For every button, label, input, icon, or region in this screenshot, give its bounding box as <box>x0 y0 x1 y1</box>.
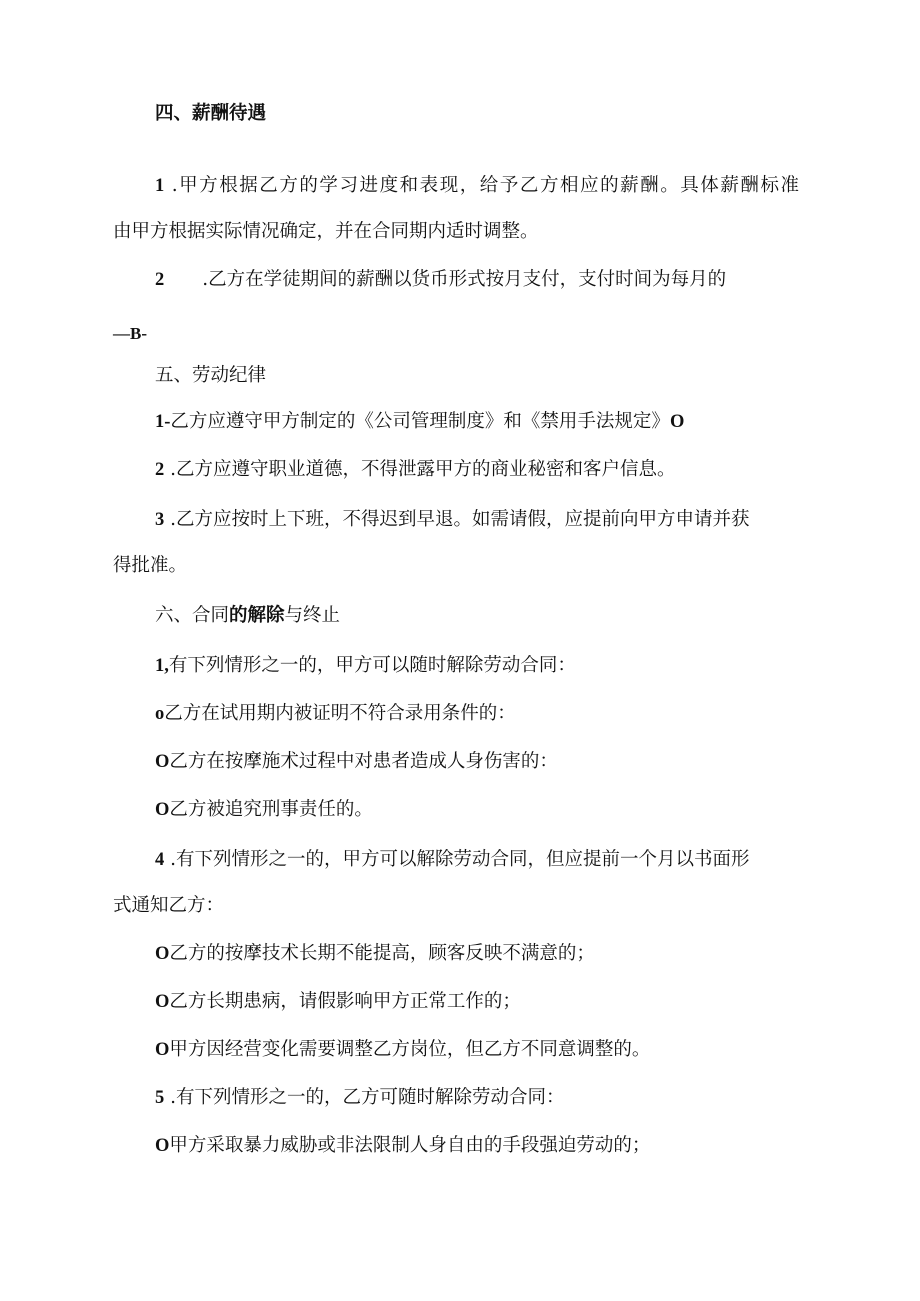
clause-end-mark: O <box>669 412 685 432</box>
clause-text: .有下列情形之一的，乙方可随时解除劳动合同： <box>170 1087 565 1108</box>
clause-number: 4 <box>155 850 165 870</box>
list-item-text: 乙方在试用期内被证明不符合录用条件的： <box>164 703 516 724</box>
paragraph-salary-2-tail: —B- <box>113 324 147 343</box>
clause-text: .有下列情形之一的，甲方可以解除劳动合同，但应提前一个月以书面形 <box>170 849 750 870</box>
list-item-text: 甲方因经营变化需要调整乙方岗位，但乙方不同意调整的。 <box>169 1039 651 1060</box>
clause-number: 1 <box>155 176 165 196</box>
list-item <box>155 750 558 774</box>
termination-clause-4-line1 <box>155 848 799 872</box>
section-heading-termination <box>155 604 340 628</box>
clause-number: 3 <box>155 510 165 530</box>
clause-text: 乙方应遵守甲方制定的《公司管理制度》和《禁用手法规定》 <box>170 411 670 432</box>
discipline-item-3-line1 <box>155 508 799 532</box>
section-heading-discipline: 五、劳动纪律 <box>155 365 267 386</box>
list-item <box>155 702 516 726</box>
list-item <box>155 1134 650 1158</box>
list-item-text: 乙方的按摩技术长期不能提高，顾客反映不满意的； <box>169 943 595 964</box>
discipline-item-3-line2: 得批准。 <box>113 555 188 576</box>
list-item <box>155 942 595 966</box>
paragraph-salary-1-line1 <box>155 174 799 198</box>
clause-text: .乙方在学徒期间的薪酬以货币形式按月支付，支付时间为每月的 <box>202 269 727 290</box>
clause-number: 1- <box>155 412 171 432</box>
clause-number: 2 <box>155 270 165 290</box>
clause-text: .乙方应按时上下班，不得迟到早退。如需请假，应提前向甲方申请并获 <box>170 509 750 530</box>
bullet-mark: O <box>155 752 170 772</box>
list-item <box>155 798 373 822</box>
section-heading-salary: 四、薪酬待遇 <box>155 103 267 124</box>
list-item <box>155 1038 650 1062</box>
clause-text: .乙方应遵守职业道德，不得泄露甲方的商业秘密和客户信息。 <box>170 459 676 480</box>
heading-part: 的解除 <box>229 605 285 626</box>
list-item-text: 乙方长期患病，请假影响甲方正常工作的； <box>169 991 521 1012</box>
termination-clause-1 <box>155 654 576 678</box>
paragraph-salary-2 <box>155 268 726 292</box>
heading-part: 与终止 <box>284 605 341 626</box>
list-item-text: 乙方被追究刑事责任的。 <box>169 799 373 820</box>
bullet-mark: o <box>155 704 165 724</box>
clause-text: .甲方根据乙方的学习进度和表现，给予乙方相应的薪酬。具体薪酬标准 <box>171 175 799 196</box>
list-item <box>155 990 521 1014</box>
termination-clause-5 <box>155 1086 565 1110</box>
list-item-text: 乙方在按摩施术过程中对患者造成人身伤害的： <box>169 751 558 772</box>
discipline-item-1 <box>155 410 684 434</box>
list-item-text: 甲方采取暴力威胁或非法限制人身自由的手段强迫劳动的； <box>169 1135 651 1156</box>
bullet-mark: O <box>155 1040 170 1060</box>
termination-clause-4-line2: 式通知乙方： <box>113 895 225 916</box>
heading-part: 六、合同 <box>155 605 230 626</box>
bullet-mark: O <box>155 1136 170 1156</box>
bullet-mark: O <box>155 800 170 820</box>
clause-number: 2 <box>155 460 165 480</box>
bullet-mark: O <box>155 944 170 964</box>
bullet-mark: O <box>155 992 170 1012</box>
clause-number: 1, <box>155 656 169 676</box>
paragraph-salary-1-line2: 由甲方根据实际情况确定，并在合同期内适时调整。 <box>113 221 539 242</box>
clause-text: 有下列情形之一的，甲方可以随时解除劳动合同： <box>168 655 576 676</box>
clause-number: 5 <box>155 1088 165 1108</box>
discipline-item-2 <box>155 458 676 482</box>
